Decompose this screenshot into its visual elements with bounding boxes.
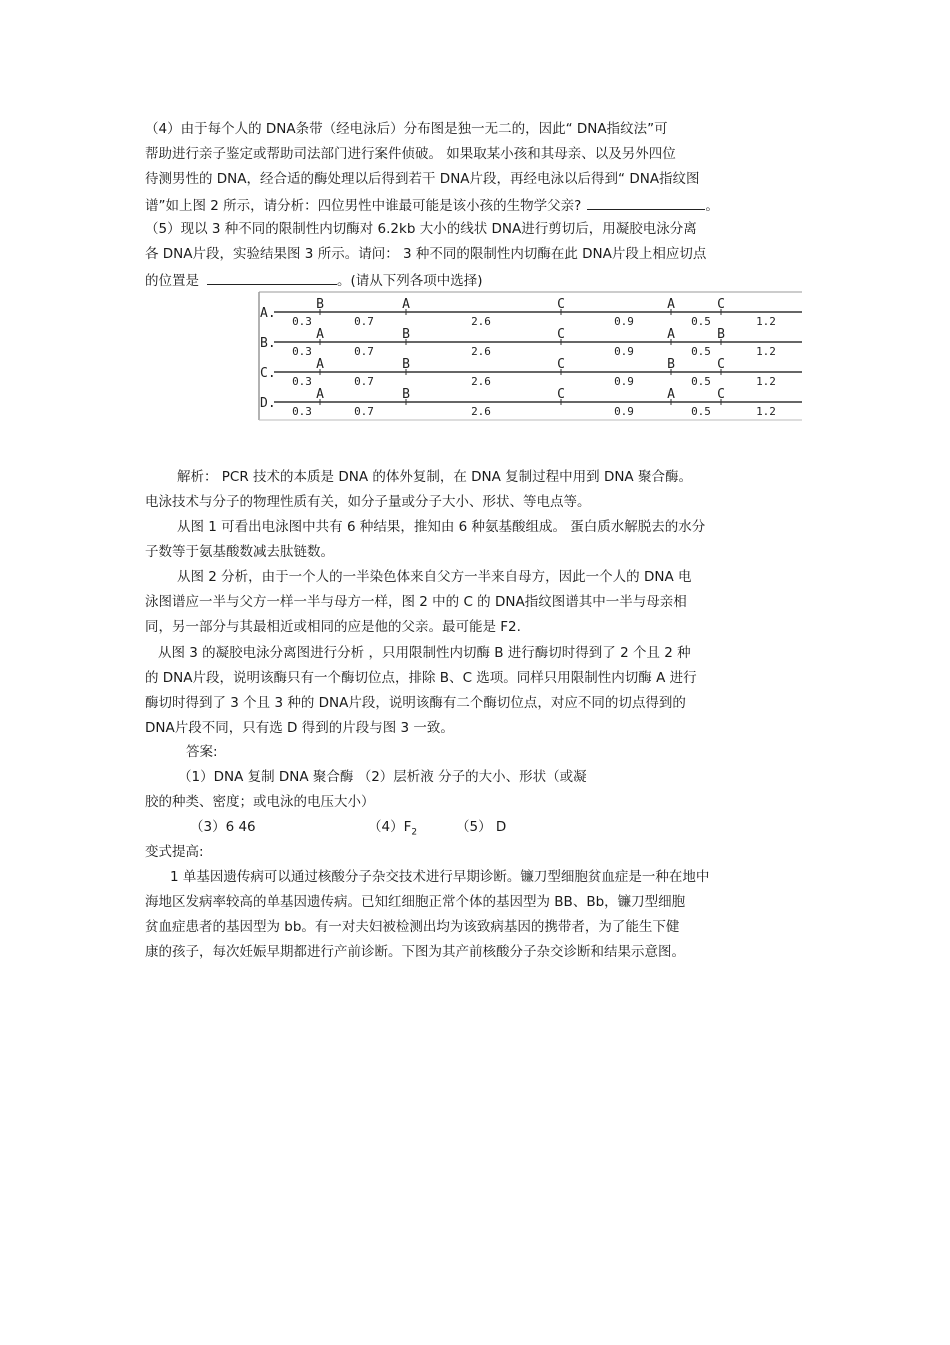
answer-3: （3）6 46 xyxy=(190,819,256,835)
segment-length-label: 0.3 xyxy=(292,405,312,418)
cut-site-label: A xyxy=(316,387,324,402)
cut-site-label: C xyxy=(557,327,565,342)
answer-line-1: （1）DNA 复制 DNA 聚合酶 （2）层析液 分子的大小、形状（或凝 xyxy=(178,769,587,785)
diagram-row-label: C. xyxy=(260,366,276,381)
variant-heading: 变式提高: xyxy=(145,844,204,860)
cut-site-label: A xyxy=(402,297,410,312)
cut-site-label: A xyxy=(316,357,324,372)
analysis-p3-line-1: 从图 2 分析，由于一个人的一半染色体来自父方一半来自母方，因此一个人的 DNA 电 xyxy=(177,569,692,585)
segment-length-label: 1.2 xyxy=(756,405,776,418)
cut-site-label: A xyxy=(667,297,675,312)
q5-line-3-text: 的位置是 xyxy=(145,273,199,289)
cut-site-label: C xyxy=(717,387,725,402)
analysis-p1-line-1: 解析： PCR 技术的本质是 DNA 的体外复制，在 DNA 复制过程中用到 DNA 聚合酶。 xyxy=(177,469,692,485)
cut-site-label: C xyxy=(717,297,725,312)
q4-line-2: 帮助进行亲子鉴定或帮助司法部门进行案件侦破。 如果取某小孩和其母亲、以及另外四位 xyxy=(145,146,676,162)
q4-line-4-end: 。 xyxy=(705,198,719,214)
variant-line-2: 海地区发病率较高的单基因遗传病。已知红细胞正常个体的基因型为 BB、Bb，镰刀型细胞 xyxy=(145,894,686,910)
segment-length-label: 1.2 xyxy=(756,315,776,328)
cut-site-label: C xyxy=(557,387,565,402)
segment-length-label: 0.3 xyxy=(292,375,312,388)
cut-site-label: C xyxy=(717,357,725,372)
q4-line-1: （4）由于每个人的 DNA条带（经电泳后）分布图是独一无二的，因此“ DNA指纹法”可 xyxy=(145,121,668,137)
segment-length-label: 2.6 xyxy=(471,375,491,388)
variant-line-4: 康的孩子，每次妊娠早期都进行产前诊断。下图为其产前核酸分子杂交诊断和结果示意图。 xyxy=(145,944,685,960)
cut-site-label: A xyxy=(667,387,675,402)
diagram-row-label: D. xyxy=(260,396,276,411)
segment-length-label: 0.9 xyxy=(614,345,634,358)
q5-line-3-end: 。(请从下列各项中选择) xyxy=(337,273,483,289)
segment-length-label: 0.3 xyxy=(292,315,312,328)
answer-blank-q4 xyxy=(587,195,705,210)
analysis-p4-line-2: 的 DNA片段，说明该酶只有一个酶切位点，排除 B、C 选项。同样只用限制性内切酶 A 进行 xyxy=(145,670,697,686)
analysis-p3-line-2: 泳图谱应一半与父方一样一半与母方一样，图 2 中的 C 的 DNA指纹图谱其中一半与母亲相 xyxy=(145,594,687,610)
q5-line-3 xyxy=(145,270,483,290)
cut-site-label: A xyxy=(667,327,675,342)
segment-length-label: 0.5 xyxy=(691,345,711,358)
segment-length-label: 0.7 xyxy=(354,405,374,418)
cut-site-label: A xyxy=(316,327,324,342)
segment-length-label: 0.7 xyxy=(354,345,374,358)
cut-site-label: C xyxy=(557,297,565,312)
segment-length-label: 2.6 xyxy=(471,405,491,418)
answer-heading: 答案: xyxy=(186,744,218,760)
answer-blank-q5 xyxy=(207,270,337,285)
analysis-p2-line-1: 从图 1 可看出电泳图中共有 6 种结果，推知由 6 种氨基酸组成。 蛋白质水解脱去的水分 xyxy=(177,519,706,535)
segment-length-label: 2.6 xyxy=(471,345,491,358)
segment-length-label: 0.7 xyxy=(354,315,374,328)
analysis-p2-line-2: 子数等于氨基酸数减去肽链数。 xyxy=(145,544,334,560)
analysis-p4-line-3: 酶切时得到了 3 个且 3 种的 DNA片段，说明该酶有二个酶切位点，对应不同的切点得到的 xyxy=(145,695,686,711)
analysis-p4-line-4: DNA片段不同，只有选 D 得到的片段与图 3 一致。 xyxy=(145,720,454,736)
segment-length-label: 1.2 xyxy=(756,345,776,358)
cut-site-label: B xyxy=(316,297,324,312)
q4-line-3: 待测男性的 DNA，经合适的酶处理以后得到若干 DNA片段，再经电泳以后得到“ DNA指纹图 xyxy=(145,171,700,187)
segment-length-label: 1.2 xyxy=(756,375,776,388)
analysis-p3-line-3: 同，另一部分与其最相近或相同的应是他的父亲。最可能是 F2. xyxy=(145,619,521,635)
variant-line-3: 贫血症患者的基因型为 bb。有一对夫妇被检测出均为该致病基因的携带者，为了能生下健 xyxy=(145,919,680,935)
diagram-row-label: B. xyxy=(260,336,276,351)
segment-length-label: 0.5 xyxy=(691,375,711,388)
q4-line-4 xyxy=(145,195,719,215)
q5-line-2: 各 DNA片段，实验结果图 3 所示。请问： 3 种不同的限制性内切酶在此 DNA片段上相应切点 xyxy=(145,246,707,262)
q4-line-4-text: 谱”如上图 2 所示，请分析：四位男性中谁最可能是该小孩的生物学父亲? xyxy=(145,198,582,214)
cut-site-label: B xyxy=(717,327,725,342)
q5-line-1: （5）现以 3 种不同的限制性内切酶对 6.2kb 大小的线状 DNA进行剪切后，用凝胶电泳分离 xyxy=(145,221,697,237)
answer-4 xyxy=(368,818,417,842)
segment-length-label: 0.3 xyxy=(292,345,312,358)
segment-length-label: 2.6 xyxy=(471,315,491,328)
cut-site-label: B xyxy=(402,387,410,402)
cut-site-label: B xyxy=(402,357,410,372)
cut-site-label: B xyxy=(667,357,675,372)
segment-length-label: 0.5 xyxy=(691,315,711,328)
cut-site-label: C xyxy=(557,357,565,372)
analysis-p4-line-1: 从图 3 的凝胶电泳分离图进行分析 ，只用限制性内切酶 B 进行酶切时得到了 2 个且 2 种 xyxy=(158,645,691,661)
answer-5: （5） D xyxy=(456,819,507,835)
cut-site-label: B xyxy=(402,327,410,342)
answer-4-text: （4）F xyxy=(368,819,412,835)
variant-line-1: 1 单基因遗传病可以通过核酸分子杂交技术进行早期诊断。镰刀型细胞贫血症是一种在地中 xyxy=(170,869,710,885)
segment-length-label: 0.5 xyxy=(691,405,711,418)
segment-length-label: 0.9 xyxy=(614,315,634,328)
answer-4-subscript: 2 xyxy=(411,827,418,838)
segment-length-label: 0.9 xyxy=(614,375,634,388)
segment-length-label: 0.9 xyxy=(614,405,634,418)
analysis-p1-line-2: 电泳技术与分子的物理性质有关，如分子量或分子大小、形状、等电点等。 xyxy=(145,494,591,510)
restriction-map-diagram xyxy=(256,290,806,422)
diagram-row-label: A. xyxy=(260,306,276,321)
answer-line-2: 胶的种类、密度；或电泳的电压大小） xyxy=(145,794,375,810)
segment-length-label: 0.7 xyxy=(354,375,374,388)
